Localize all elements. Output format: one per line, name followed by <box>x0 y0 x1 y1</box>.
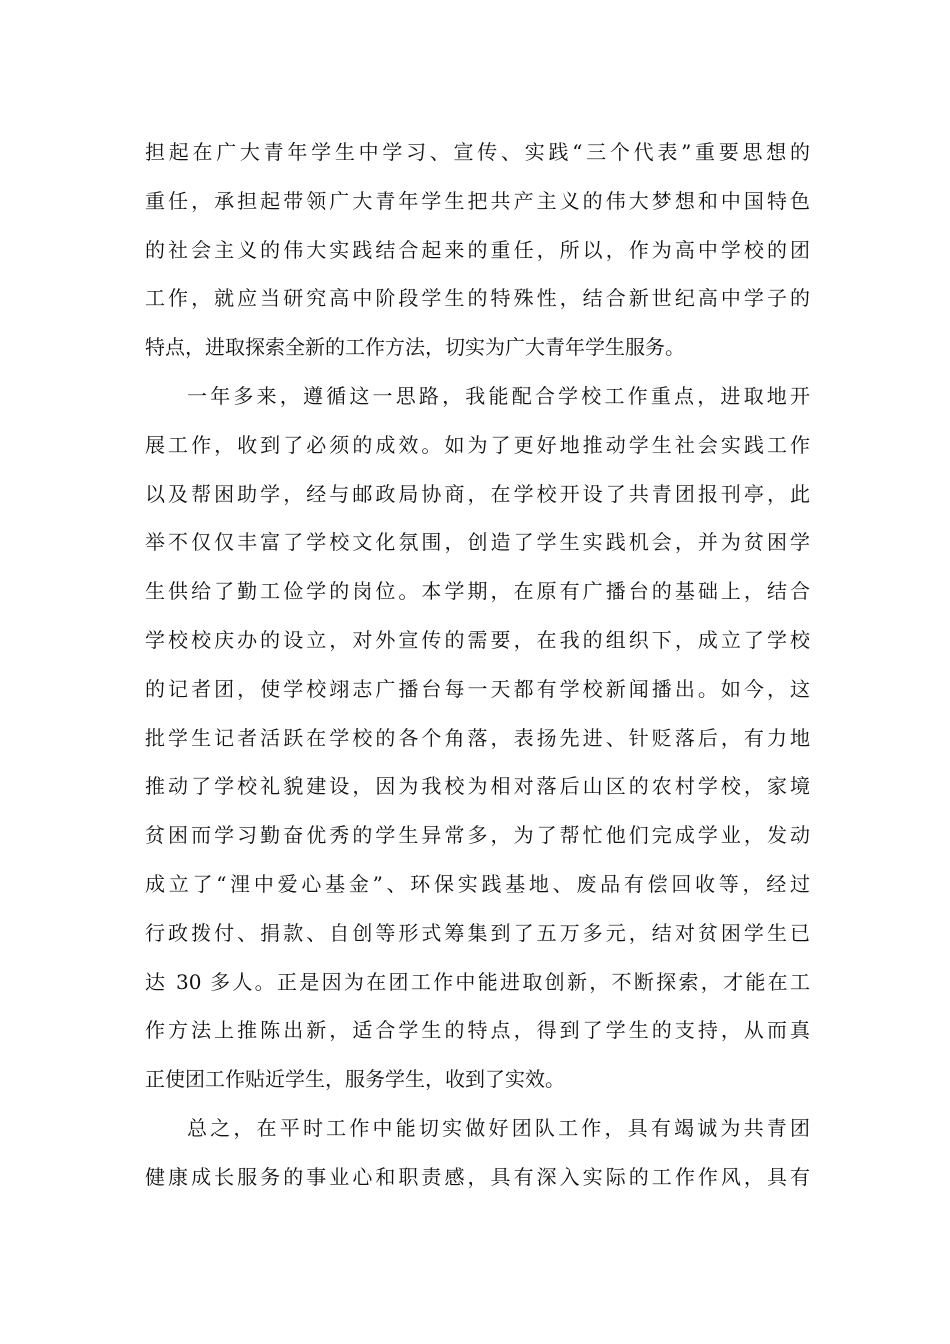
paragraph-1 <box>145 128 810 372</box>
text-line: 一年多来，遵循这一思路，我能配合学校工作重点，进取地开 <box>187 383 810 408</box>
text-line: 作方法上推陈出新，适合学生的特点，得到了学生的支持，从而真 <box>145 1018 810 1043</box>
text-line: 展工作，收到了必须的成效。如为了更好地推动学生社会实践工作 <box>145 432 810 457</box>
text-line: 总之，在平时工作中能切实做好团队工作，具有竭诚为共青团 <box>187 1115 810 1140</box>
text-line: 的记者团，使学校翊志广播台每一天都有学校新闻播出。如今，这 <box>145 676 810 701</box>
text-line: 行政拨付、捐款、自创等形式筹集到了五万多元，结对贫困学生已 <box>145 920 810 945</box>
text-line: 特点，进取探索全新的工作方法，切实为广大青年学生服务。 <box>145 335 685 360</box>
paragraph-3 <box>145 1104 810 1202</box>
text-line: 工作，就应当研究高中阶段学生的特殊性，结合新世纪高中学子的 <box>145 286 810 311</box>
paragraph-2 <box>145 372 810 1104</box>
document-body <box>145 128 810 1202</box>
text-line: 举不仅仅丰富了学校文化氛围，创造了学生实践机会，并为贫困学 <box>145 530 810 555</box>
text-line: 批学生记者活跃在学校的各个角落，表扬先进、针贬落后，有力地 <box>145 725 810 750</box>
text-line: 的社会主义的伟大实践结合起来的重任，所以，作为高中学校的团 <box>145 237 810 262</box>
text-line: 生供给了勤工俭学的岗位。本学期，在原有广播台的基础上，结合 <box>145 579 810 604</box>
text-line: 学校校庆办的设立，对外宣传的需要，在我的组织下，成立了学校 <box>145 627 810 652</box>
text-line: 重任，承担起带领广大青年学生把共产主义的伟大梦想和中国特色 <box>145 188 810 213</box>
text-line: 健康成长服务的事业心和职责感，具有深入实际的工作作风，具有 <box>145 1164 810 1189</box>
text-line: 推动了学校礼貌建设，因为我校为相对落后山区的农村学校，家境 <box>145 774 810 799</box>
text-line: 贫困而学习勤奋优秀的学生异常多，为了帮忙他们完成学业，发动 <box>145 823 810 848</box>
text-line: 成立了“浬中爱心基金”、环保实践基地、废品有偿回收等，经过 <box>145 871 810 896</box>
text-line: 正使团工作贴近学生，服务学生，收到了实效。 <box>145 1067 565 1092</box>
text-line: 担起在广大青年学生中学习、宣传、实践“三个代表”重要思想的 <box>145 140 810 164</box>
text-line: 达 30 多人。正是因为在团工作中能进取创新，不断探索，才能在工 <box>145 969 810 994</box>
text-line: 以及帮困助学，经与邮政局协商，在学校开设了共青团报刊亭，此 <box>145 481 810 506</box>
